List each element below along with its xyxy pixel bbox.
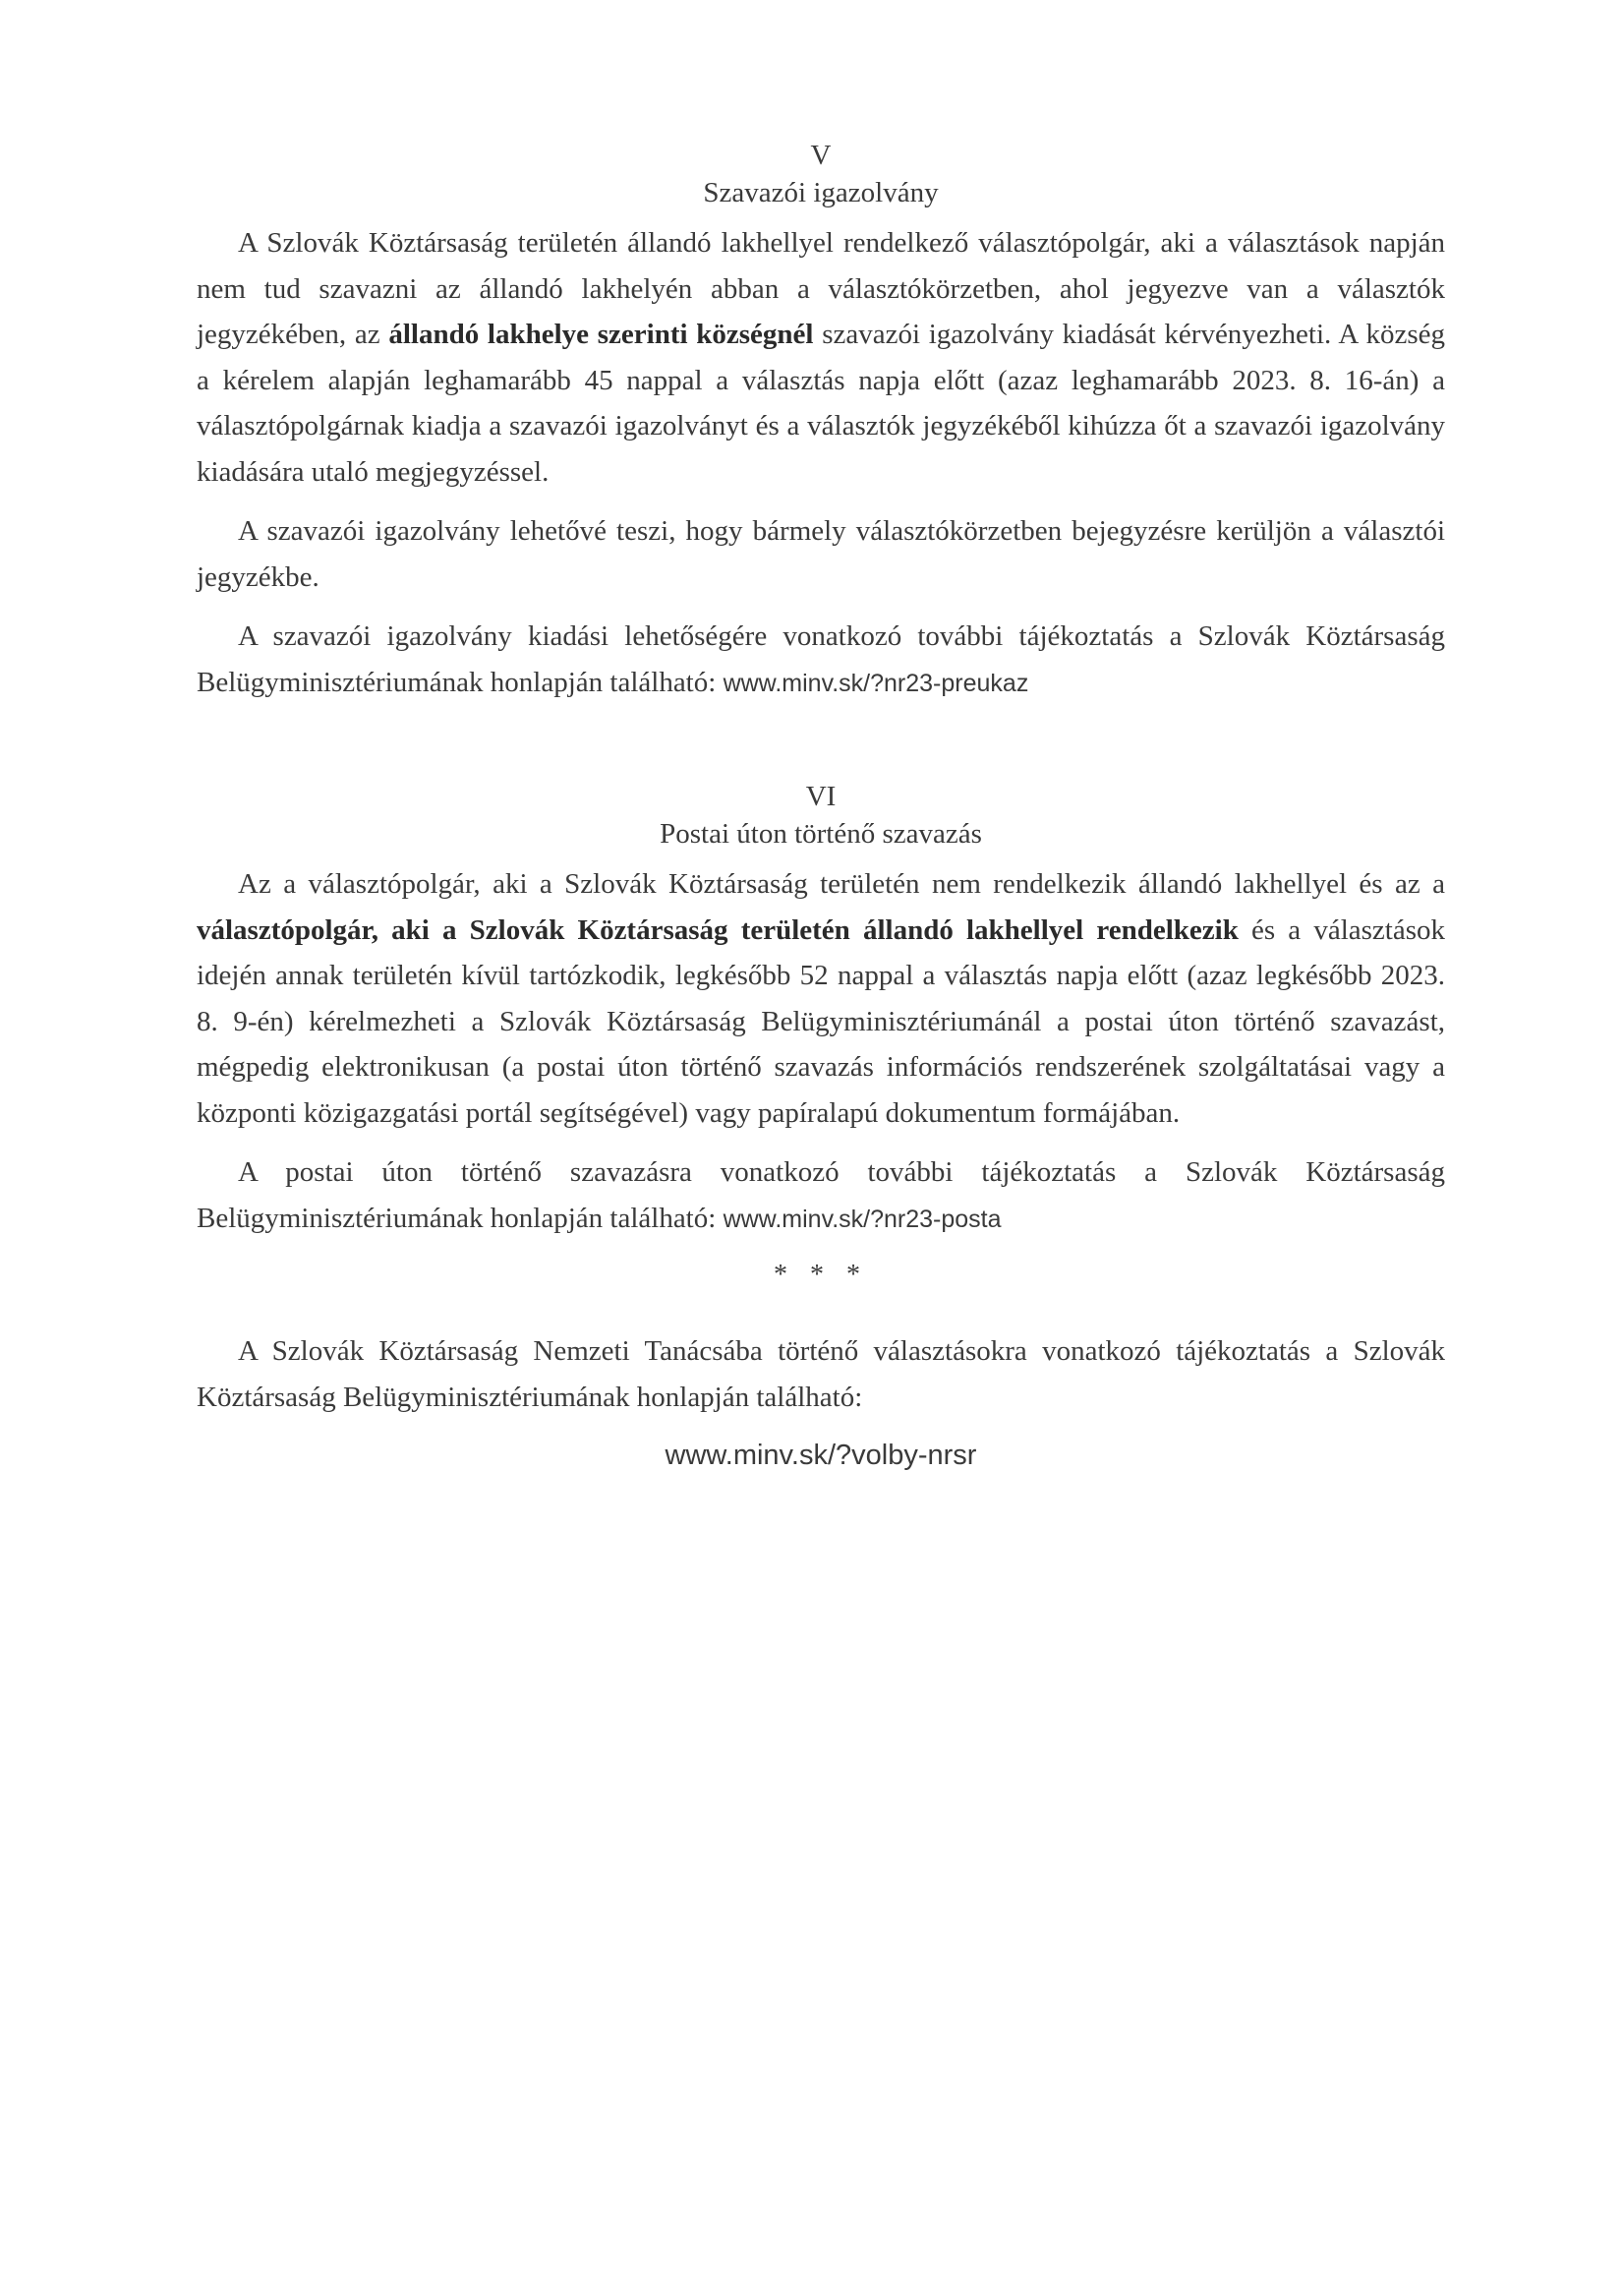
paragraph-text: A postai úton történő szavazásra vonatkozó további tájékoztatás a Szlovák Köztársaság Belügyminisztériumának honlapján található: [197,1156,1445,1234]
paragraph-text: szavazói igazolvány kiadását kérvényezheti. A község a kérelem alapján leghamarább 45 nappal a választás napja előtt (azaz leghamarább 2023. 8. 16-án) a választópolgárnak kiadja a szavazói igazolványt és a választók jegyzékéből kihúzza őt a szavazói igazolvány kiadására utaló megjegyzéssel. [197,319,1445,488]
reference-url: www.minv.sk/?nr23-posta [723,1205,1002,1233]
section-numeral: V [810,140,832,171]
paragraph-text: A Szlovák Köztársaság területén állandó lakhellyel rendelkező választópolgár, aki a választások napján nem tud szavazni az állandó lakhelyén abban a választókörzetben, ahol jegyezve van a választók jegyzékében, az [197,227,1445,350]
paragraph-text: Az a választópolgár, aki a Szlovák Köztársaság területén nem rendelkezik állandó lakhellyel és az a [238,868,1445,900]
section-postal-voting [197,779,1445,1242]
paragraph [197,861,1445,1136]
section-heading: Szavazói igazolvány [703,177,939,208]
section-heading: Postai úton történő szavazás [660,818,982,850]
paragraph [197,614,1445,706]
closing-paragraph: A Szlovák Köztársaság Nemzeti Tanácsába történő választásokra vonatkozó tájékoztatás a Szlovák Köztársaság Belügyminisztériumának honlapján található: [197,1335,1445,1413]
paragraph-text: A szavazói igazolvány kiadási lehetőségére vonatkozó további tájékoztatás a Szlovák Köztársaság Belügyminisztériumának honlapján található: [197,620,1445,698]
document-page [197,138,1445,1475]
paragraph [197,220,1445,495]
section-spacer [197,720,1445,779]
paragraph-text: és a választások idején annak területén kívül tartózkodik, legkésőbb 52 nappal a választás napja előtt (azaz legkésőbb 2023. 8. 9-én) kérelmezheti a Szlovák Köztársaság Belügyminisztériumánál a postai úton történő szavazást, mégpedig elektronikusan (a postai úton történő szavazás információs rendszerének szolgáltatásai vagy a központi közigazgatási portál segítségével) vagy papíralapú dokumentum formájában. [197,913,1446,1129]
bold-emphasis: állandó lakhelye szerinti községnél [388,319,814,350]
section-numeral: VI [805,781,837,812]
section-closing [197,1328,1445,1475]
closing-url: www.minv.sk/?volby-nrsr [665,1440,977,1471]
bold-emphasis: választópolgár, aki a Szlovák Köztársaság területén állandó lakhellyel rendelkezik [197,913,1239,946]
section-voter-card [197,138,1445,706]
reference-url: www.minv.sk/?nr23-preukaz [723,669,1029,697]
paragraph: A szavazói igazolvány lehetővé teszi, hogy bármely választókörzetben bejegyzésre kerüljön a választói jegyzékbe. [197,515,1445,593]
separator-asterisks: * * * [774,1260,868,1290]
paragraph [197,1149,1445,1242]
